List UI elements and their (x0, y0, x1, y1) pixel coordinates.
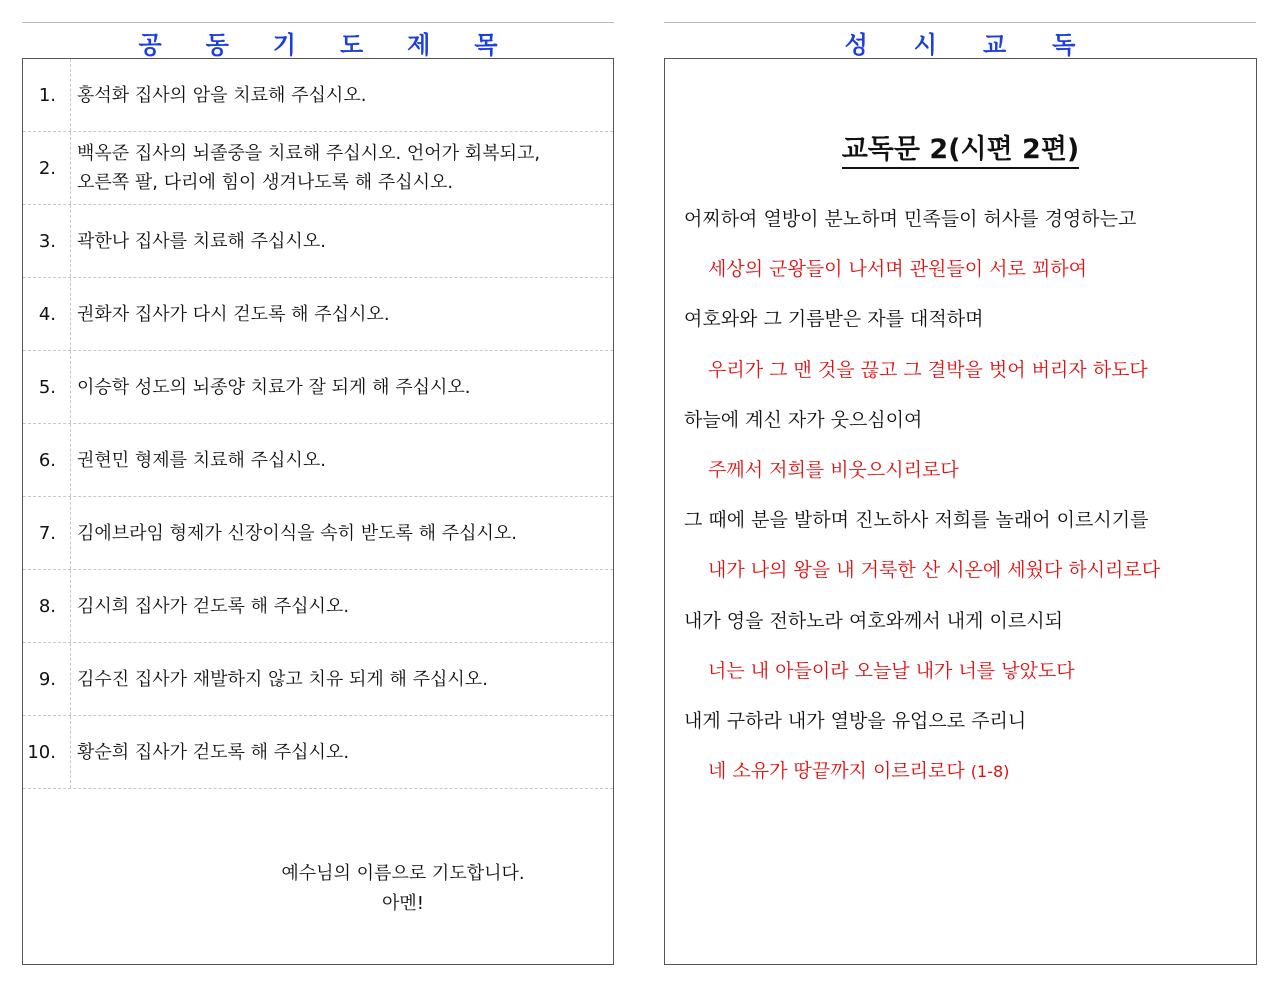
response-verse: 주께서 저희를 비웃으시리로다 (708, 458, 959, 481)
prayer-number: 10. (23, 716, 71, 788)
prayer-text: 이승학 성도의 뇌종양 치료가 잘 되게 해 주십시오. (77, 376, 471, 398)
prayer-text: 홍석화 집사의 암을 치료해 주십시오. (77, 84, 367, 106)
prayer-item (23, 205, 613, 278)
prayer-number: 2. (23, 132, 71, 204)
prayer-number: 6. (23, 424, 71, 496)
prayer-text: 김에브라임 형제가 신장이식을 속히 받도록 해 주십시오. (77, 522, 517, 544)
prayer-number: 9. (23, 643, 71, 715)
reading-title: 교독문 2(시편 2편) (665, 127, 1256, 166)
verse-reference: (1-8) (970, 762, 1010, 782)
prayer-item (23, 424, 613, 497)
prayer-item (23, 570, 613, 643)
prayer-text: 권화자 집사가 다시 걷도록 해 주십시오. (77, 303, 390, 325)
prayer-section-title: 공동기도제목 (138, 31, 542, 59)
prayer-text: 김수진 집사가 재발하지 않고 치유 되게 해 주십시오. (77, 668, 488, 690)
prayer-text: 권현민 형제를 치료해 주십시오. (77, 449, 326, 471)
prayer-number: 1. (23, 59, 71, 131)
reading-panel (664, 58, 1257, 965)
prayer-text: 황순희 집사가 걷도록 해 주십시오. (77, 741, 350, 763)
prayer-list (23, 59, 613, 789)
prayer-item (23, 643, 613, 716)
leader-verse: 하늘에 계신 자가 웃으심이여 (684, 408, 923, 431)
reading-section-title: 성시교독 (844, 31, 1122, 59)
response-verse: 너는 내 아들이라 오늘날 내가 너를 낳았도다 (708, 659, 1075, 682)
prayer-section-header (22, 22, 614, 57)
prayer-text: 백옥준 집사의 뇌졸중을 치료해 주십시오. 언어가 회복되고, 오른쪽 팔, 다리에 힘이 생겨나도록 해 주십시오. (77, 143, 541, 193)
prayer-number: 4. (23, 278, 71, 350)
response-verse: 우리가 그 맨 것을 끊고 그 결박을 벗어 버리자 하도다 (708, 358, 1148, 381)
prayer-item (23, 497, 613, 570)
prayer-text: 김시희 집사가 걷도록 해 주십시오. (77, 595, 350, 617)
closing-line: 예수님의 이름으로 기도합니다. (281, 863, 525, 884)
verse-list (684, 204, 1246, 806)
closing-prayer (273, 859, 533, 919)
prayer-number: 8. (23, 570, 71, 642)
prayer-number: 3. (23, 205, 71, 277)
reading-section-header (664, 22, 1256, 57)
leader-verse: 내게 구하라 내가 열방을 유업으로 주리니 (684, 709, 1027, 732)
leader-verse: 내가 영을 전하노라 여호와께서 내게 이르시되 (684, 609, 1063, 632)
prayer-item (23, 716, 613, 789)
prayer-number: 5. (23, 351, 71, 423)
prayer-item (23, 351, 613, 424)
leader-verse: 그 때에 분을 발하며 진노하사 저희를 놀래어 이르시기를 (684, 509, 1149, 532)
prayer-panel (22, 58, 614, 965)
amen-line: 아멘! (382, 893, 424, 914)
prayer-item (23, 59, 613, 132)
prayer-text: 곽한나 집사를 치료해 주십시오. (77, 230, 326, 252)
response-verse: 세상의 군왕들이 나서며 관원들이 서로 꾀하여 (708, 258, 1087, 281)
leader-verse: 어찌하여 열방이 분노하며 민족들이 허사를 경영하는고 (684, 208, 1137, 230)
prayer-item (23, 132, 613, 205)
prayer-item (23, 278, 613, 351)
response-verse: 네 소유가 땅끝까지 이르리로다 (1-8) (708, 760, 1010, 783)
response-verse: 내가 나의 왕을 내 거룩한 산 시온에 세웠다 하시리로다 (708, 559, 1161, 582)
prayer-number: 7. (23, 497, 71, 569)
leader-verse: 여호와와 그 기름받은 자를 대적하며 (684, 308, 984, 331)
